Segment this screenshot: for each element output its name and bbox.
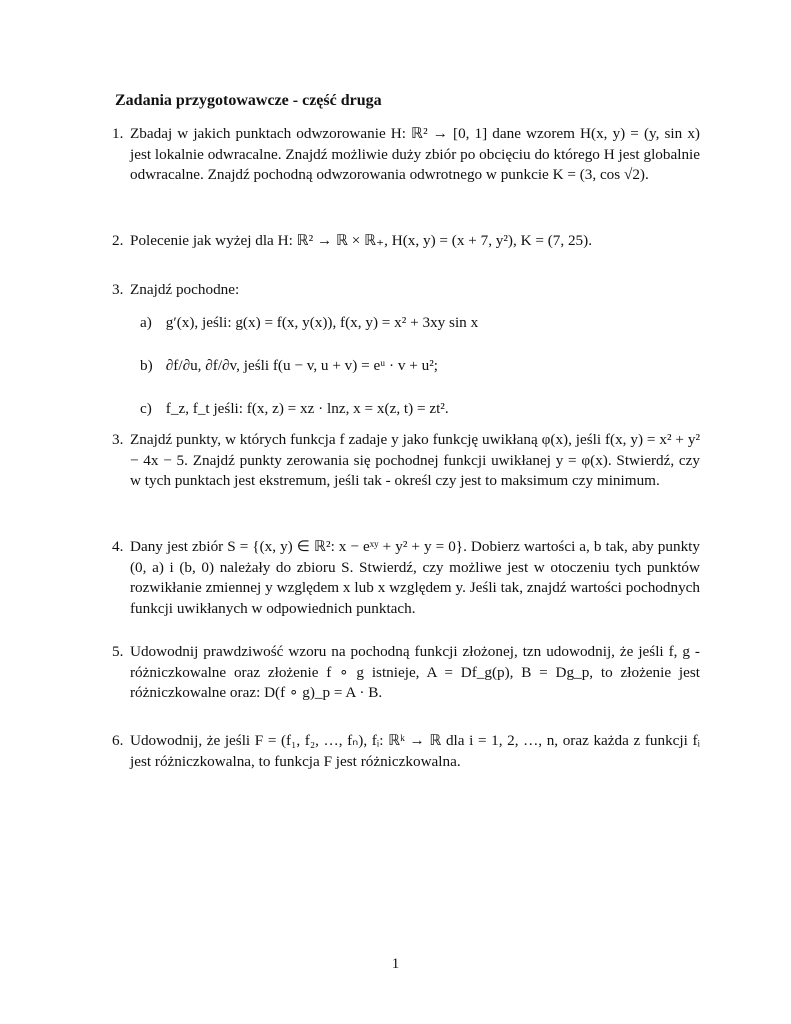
subitem-b [140,356,700,376]
exercise-4 [112,537,700,619]
exercise-text: Udowodnij, że jeśli F = (f₁, f₂, …, fₙ), fᵢ: ℝᵏ → ℝ dla i = 1, 2, …, n, oraz każda z funkcji fᵢ jest różniczkowalna, to funkcja F jest różniczkowalna. [130,732,700,770]
exercise-number: 3. [112,281,124,298]
exercise-text: Polecenie jak wyżej dla H: ℝ² → ℝ × ℝ₊, H(x, y) = (x + 7, y²), K = (7, 25). [130,232,593,249]
page-number: 1 [391,956,400,972]
exercise-text: Znajdź punkty, w których funkcja f zadaje y jako funkcję uwikłaną φ(x), jeśli f(x, y) = x² + y² − 4x − 5. Znajdź punkty zerowania się pochodnej funkcji uwikłanej y = φ(x). Stwierdź, czy w tych punktach jest ekstremum, jeśli tak - określ czy jest to maksimum czy minimum. [130,431,700,489]
subitem-label: b) [140,357,153,374]
subitem-label: a) [140,314,152,331]
exercise-number: 4. [112,538,124,555]
exercise-6 [112,731,700,772]
exercise-5 [112,642,700,704]
subitem-label: c) [140,400,152,417]
exercise-text: Zbadaj w jakich punktach odwzorowanie H: ℝ² → [0, 1] dane wzorem H(x, y) = (y, sin x) jest lokalnie odwracalne. Znajdź możliwie duży zbiór po obcięciu do którego H jest globalnie odwracalne. Znajdź pochodną odwzorowania odwrotnego w punkcie K = (3, cos √2). [130,125,700,183]
subitem-text: ∂f/∂u, ∂f/∂v, jeśli f(u − v, u + v) = eᵘ · v + u²; [165,357,438,374]
subitem-text: f_z, f_t jeśli: f(x, z) = xz · lnz, x = x(z, t) = zt². [165,400,449,417]
exercise-3a [112,280,700,301]
subitem-text: g′(x), jeśli: g(x) = f(x, y(x)), f(x, y) = x² + 3xy sin x [165,314,479,331]
exercise-text: Dany jest zbiór S = {(x, y) ∈ ℝ²: x − eˣʸ + y² + y = 0}. Dobierz wartości a, b tak, aby punkty (0, a) i (b, 0) należały do zbioru S. Stwierdź, czy możliwe jest w otoczeniu tych punktów rozwikłanie zmiennej y względem x lub x względem y. Jeśli tak, znajdź wartości pochodnych funkcji uwikłanych w odpowiednich punktach. [130,538,700,617]
exercise-number: 2. [112,232,124,249]
exercise-text: Udowodnij prawdziwość wzoru na pochodną funkcji złożonej, tzn udowodnij, że jeśli f, g - różniczkowalne oraz złożenie f ∘ g istnieje, A = Df_g(p), B = Dg_p, to złożenie jest różniczkowalne oraz: D(f ∘ g)_p = A · B. [130,643,700,701]
exercise-3b [112,430,700,492]
exercise-text: Znajdź pochodne: [130,281,240,298]
exercise-2 [112,231,700,252]
exercise-1 [112,124,700,186]
exercise-number: 3. [112,431,124,448]
subitem-a [140,313,700,333]
subitem-c [140,399,700,419]
exercise-number: 6. [112,732,124,749]
exercise-number: 5. [112,643,124,660]
page-title: Zadania przygotowawcze - część druga [115,92,382,109]
exercise-number: 1. [112,125,124,142]
